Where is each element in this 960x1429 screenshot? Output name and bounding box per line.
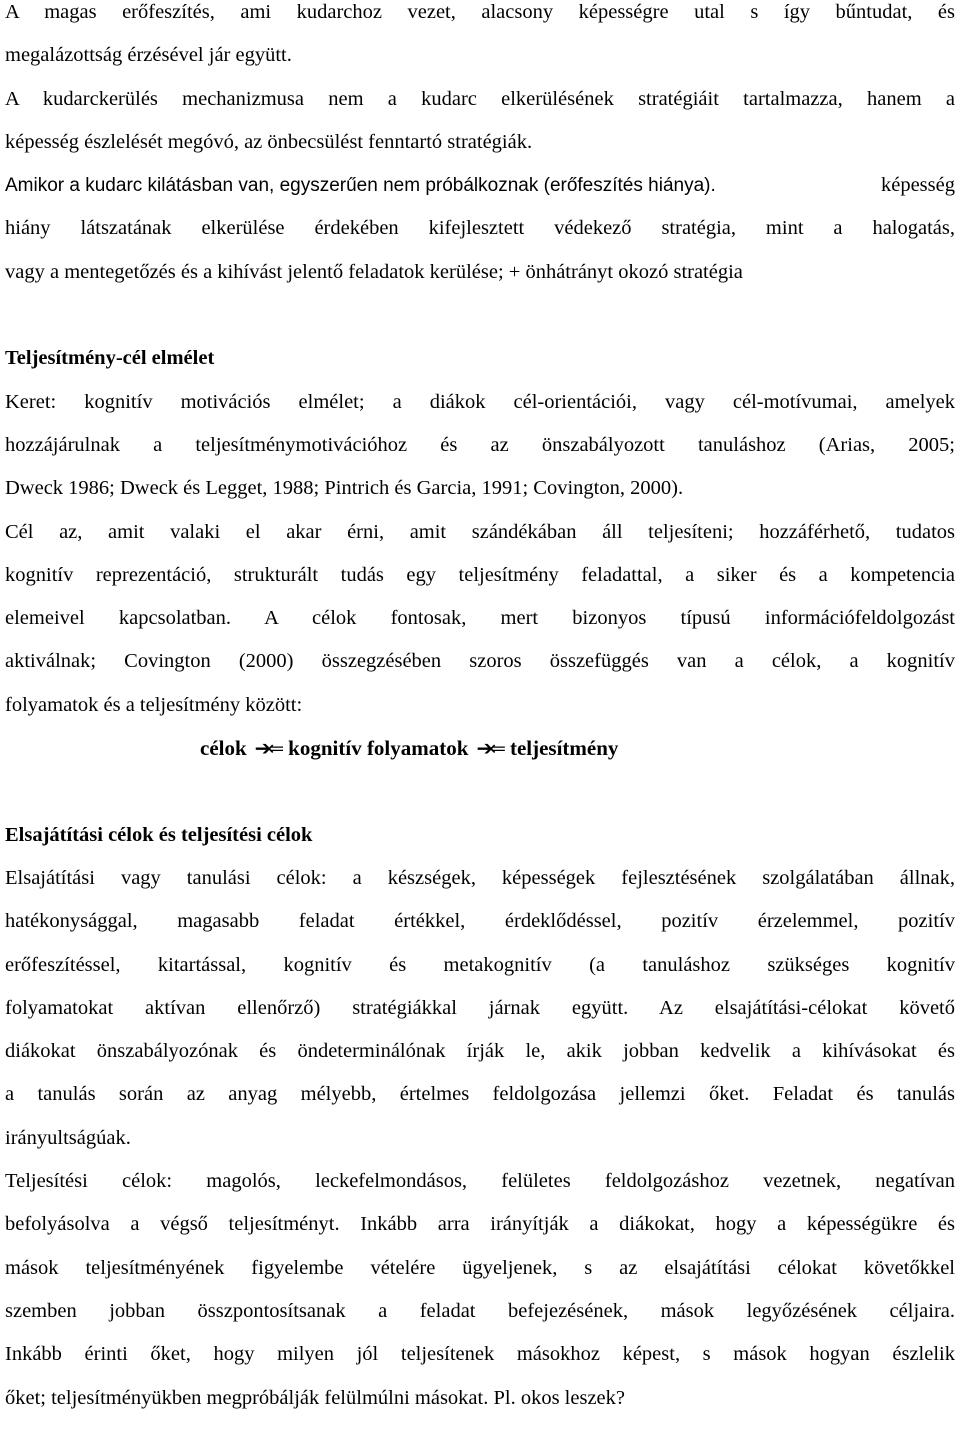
text-line: folyamatok és a teljesítmény között: [5, 693, 303, 716]
text-line: hiány látszatának elkerülése érdekében kifejlesztett védekező stratégia, mint a halogatás, [5, 217, 955, 240]
text-line-mixed [5, 173, 955, 216]
flow-diagram [5, 736, 955, 779]
text-line: aktiválnak; Covington (2000) összegzésében szoros összefüggés van a célok, a kognitív [5, 650, 955, 673]
text-line: vagy a mentegetőzés és a kihívást jelentő feladatok kerülése; + önhátrányt okozó stratégia [5, 260, 743, 283]
text-line: elemeivel kapcsolatban. A célok fontosak, mert bizonyos típusú információfeldolgozást [5, 607, 955, 630]
text-line: diákokat önszabályozónak és öndeterminálónak írják le, akik jobban kedvelik a kihívásokat és [5, 1040, 955, 1063]
text-line: befolyásolva a végső teljesítményt. Inkább arra irányítják a diákokat, hogy a képességükre és [5, 1213, 955, 1236]
text-line: a tanulás során az anyag mélyebb, értelmes feldolgozása jellemzi őket. Feladat és tanulás [5, 1083, 955, 1106]
text-line: Inkább érinti őket, hogy milyen jól teljesítenek másokhoz képest, s mások hogyan észlelik [5, 1343, 955, 1366]
flow-term-performance: teljesítmény [509, 736, 619, 761]
text-line: hozzájárulnak a teljesítménymotivációhoz és az önszabályozott tanuláshoz (Arias, 2005; [5, 433, 955, 456]
text-line: őket; teljesítményükben megpróbálják felülmúlni másokat. Pl. okos leszek? [5, 1386, 625, 1409]
text-line: Teljesítési célok: magolós, leckefelmondásos, felületes feldolgozáshoz vezetnek, negatívan [5, 1170, 955, 1193]
text-line: szemben jobban összpontosítsanak a feladat befejezésének, mások legyőzésének céljaira. [5, 1299, 955, 1322]
flow-term-goals: célok [200, 736, 247, 761]
spacer [5, 779, 955, 822]
text-line: Keret: kognitív motivációs elmélet; a diákok cél-orientációi, vagy cél-motívumai, amelyek [5, 390, 955, 413]
text-line: kognitív reprezentáció, strukturált tudás egy teljesítmény feladattal, a siker és a kompetencia [5, 563, 955, 586]
text-fragment: képesség [880, 174, 955, 197]
double-arrow-icon: ➔⇐ [476, 736, 502, 761]
text-line: irányultságúak. [5, 1126, 131, 1149]
document-page [5, 0, 955, 1429]
text-line: hatékonysággal, magasabb feladat értékkel, érdeklődéssel, pozitív érzelemmel, pozitív [5, 910, 955, 933]
text-line: mások teljesítményének figyelembe vételére ügyeljenek, s az elsajátítási célokat követőkkel [5, 1256, 955, 1279]
text-line: megalázottság érzésével jár együtt. [5, 44, 292, 67]
spacer [5, 303, 955, 346]
text-line: Cél az, amit valaki el akar érni, amit szándékában áll teljesíteni; hozzáférhető, tudatos [5, 520, 955, 543]
text-line: erőfeszítéssel, kitartással, kognitív és metakognitív (a tanuláshoz szükséges kognitív [5, 953, 955, 976]
section-heading: Elsajátítási célok és teljesítési célok [5, 823, 313, 846]
text-line: Elsajátítási vagy tanulási célok: a készségek, képességek fejlesztésének szolgálatában állnak, [5, 866, 955, 889]
sans-text: Amikor a kudarc kilátásban van, egyszerűen nem próbálkoznak (erőfeszítés hiánya). [5, 175, 716, 197]
text-line: Dweck 1986; Dweck és Legget, 1988; Pintrich és Garcia, 1991; Covington, 2000). [5, 477, 684, 500]
text-line: A kudarckerülés mechanizmusa nem a kudarc elkerülésének stratégiáit tartalmazza, hanem a [5, 87, 955, 110]
section-heading: Teljesítmény-cél elmélet [5, 347, 215, 370]
text-line: folyamatokat aktívan ellenőrző) stratégiákkal járnak együtt. Az elsajátítási-célokat követő [5, 996, 955, 1019]
flow-term-cognitive-processes: kognitív folyamatok [288, 736, 469, 761]
double-arrow-icon: ➔⇐ [254, 736, 281, 761]
text-line: A magas erőfeszítés, ami kudarchoz vezet, alacsony képességre utal s így bűntudat, és [5, 1, 955, 23]
text-line: képesség észlelését megóvó, az önbecsülést fenntartó stratégiák. [5, 130, 533, 153]
